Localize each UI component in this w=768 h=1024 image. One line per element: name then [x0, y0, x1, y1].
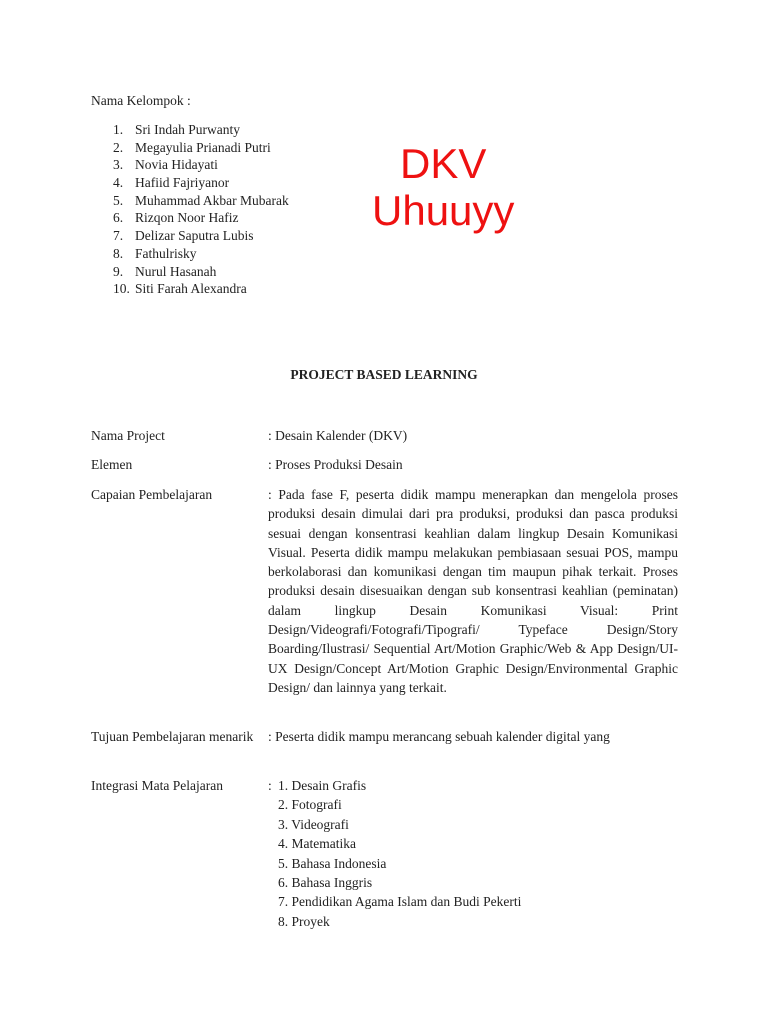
list-item: [113, 139, 289, 157]
member-name: Siti Farah Alexandra: [135, 281, 247, 297]
list-number: 2.: [113, 139, 124, 155]
project-name-label: Nama Project: [91, 428, 165, 443]
outcome-label: Capaian Pembelajaran: [91, 487, 213, 502]
list-item: [113, 227, 289, 245]
goal-value: : Peserta didik mampu merancang sebuah kalender digital yang: [268, 729, 610, 744]
integration-prefix: :: [268, 778, 272, 793]
list-number: 3.: [113, 157, 124, 173]
integration-label: Integrasi Mata Pelajaran: [91, 778, 223, 793]
member-name: Sri Indah Purwanty: [135, 122, 240, 137]
list-item: 5. Bahasa Indonesia: [278, 855, 387, 871]
list-number: 7.: [113, 228, 124, 244]
subject-list: [278, 776, 521, 931]
list-number: 4.: [113, 175, 124, 191]
list-item: [113, 121, 289, 139]
member-name: Muhammad Akbar Mubarak: [135, 192, 289, 208]
list-item: [113, 263, 289, 281]
list-item: 1. Desain Grafis: [278, 778, 367, 793]
member-list: [113, 121, 289, 298]
list-item: 6. Bahasa Inggris: [278, 874, 373, 890]
list-item: 2. Fotografi: [278, 797, 342, 813]
list-item: [113, 280, 289, 298]
stamp-line-2: Uhuuyy: [372, 187, 515, 234]
member-name: Hafiid Fajriyanor: [135, 175, 230, 191]
stamp-line-1: DKV: [400, 140, 487, 187]
list-number: 6.: [113, 210, 124, 226]
list-item: 8. Proyek: [278, 913, 330, 929]
member-name: Novia Hidayati: [135, 157, 218, 173]
list-item: [113, 209, 289, 227]
list-item: [113, 156, 289, 174]
stamp-text: [372, 140, 514, 234]
group-label: Nama Kelompok :: [91, 93, 191, 108]
member-name: Nurul Hasanah: [135, 263, 217, 279]
project-name-value: : Desain Kalender (DKV): [268, 428, 408, 443]
list-item: 4. Matematika: [278, 836, 356, 852]
list-number: 1.: [113, 122, 124, 137]
outcome-value: : Pada fase F, peserta didik mampu menerapkan dan mengelola proses produksi desain dimulai dari pra produksi, produksi dan pasca produksi sesuai dengan konsentrasi keahlian dalam lingkup Desain Komunikasi Visual. Peserta didik mampu melakukan pembiasaan sesuai POS, mampu berkolaborasi dan komunikasi dengan tim maupun pihak terkait. Proses produksi desain disesuaikan dengan sub konsentrasi keahlian (peminatan) dalam lingkup Desain Komunikasi Visual: Print Design/Videografi/Fotografi/Tipografi/ Typeface Design/Story Boarding/Ilustrasi/ Sequential Art/Motion Graphic/Web & App Design/UI-UX Design/Concept Art/Motion Graphic Design/Environmental Graphic Design/ dan lainnya yang terkait.: [268, 487, 678, 695]
list-item: [113, 192, 289, 210]
member-name: Rizqon Noor Hafiz: [135, 210, 239, 226]
list-item: 3. Videografi: [278, 816, 349, 832]
page-title: PROJECT BASED LEARNING: [290, 367, 478, 382]
list-number: 8.: [113, 245, 124, 261]
list-number: 5.: [113, 192, 124, 208]
element-label: Elemen: [91, 457, 133, 472]
list-number: 10.: [113, 281, 130, 297]
element-value: : Proses Produksi Desain: [268, 457, 403, 472]
member-name: Fathulrisky: [135, 245, 197, 261]
list-item: 7. Pendidikan Agama Islam dan Budi Pekerti: [278, 894, 522, 910]
list-item: [113, 174, 289, 192]
list-item: [113, 245, 289, 263]
goal-label: Tujuan Pembelajaran menarik: [91, 729, 254, 744]
member-name: Megayulia Prianadi Putri: [135, 139, 271, 155]
list-number: 9.: [113, 263, 124, 279]
member-name: Delizar Saputra Lubis: [135, 228, 254, 244]
